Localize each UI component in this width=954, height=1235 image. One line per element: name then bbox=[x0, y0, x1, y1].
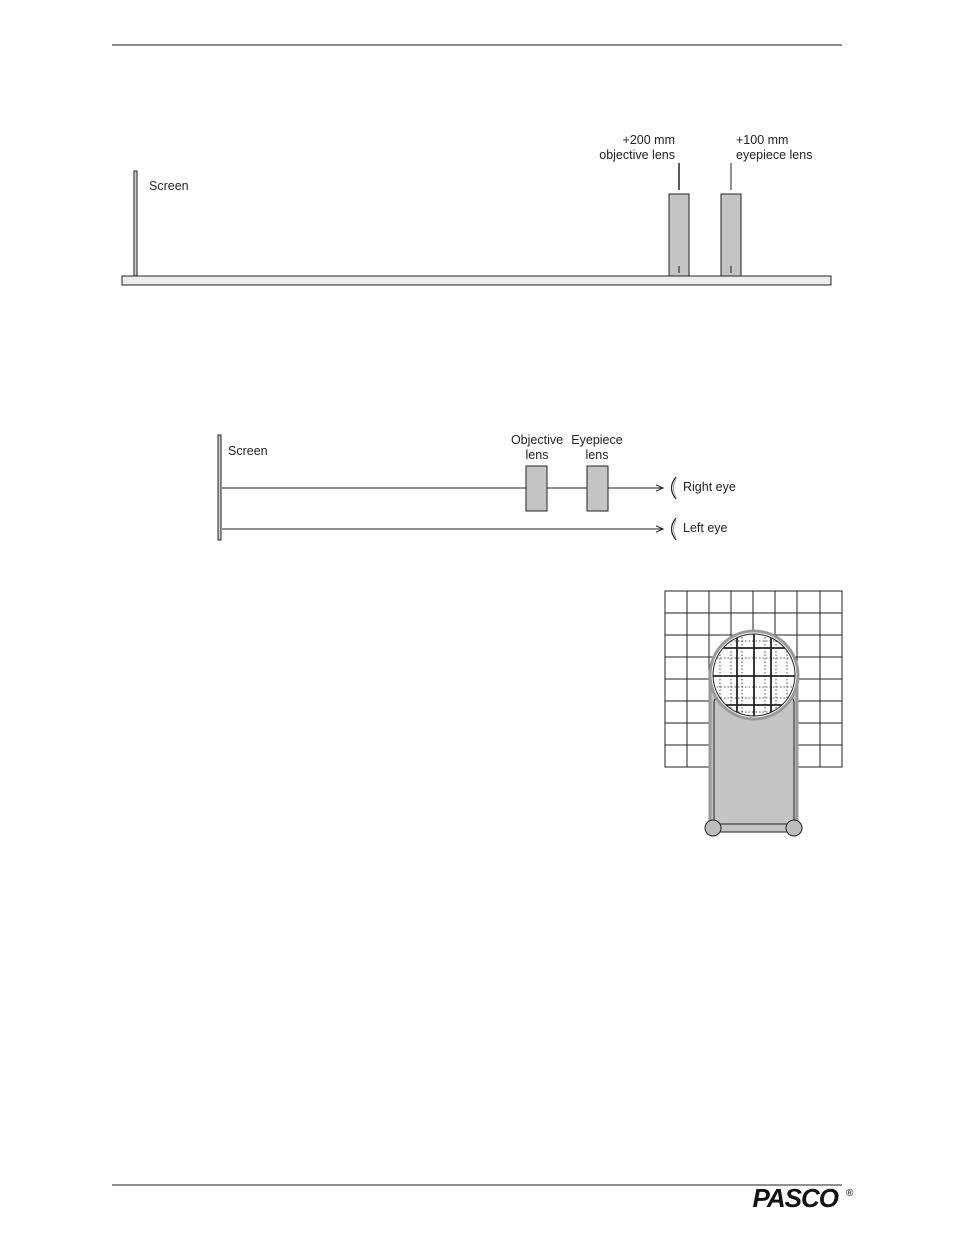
eyepiece-lens-label: Eyepiece bbox=[571, 433, 623, 447]
figure-lens-grid-view bbox=[665, 591, 842, 836]
left-eye-label: Left eye bbox=[683, 521, 728, 535]
screen-label: Screen bbox=[149, 179, 189, 193]
registered-mark: ® bbox=[846, 1188, 854, 1199]
screen-post bbox=[218, 435, 221, 540]
pasco-logo: PASCO bbox=[752, 1183, 838, 1213]
right-eye-lens-icon bbox=[674, 479, 677, 497]
objective-lens-name: objective lens bbox=[599, 148, 675, 162]
right-eye-label: Right eye bbox=[683, 480, 736, 494]
screen-label: Screen bbox=[228, 444, 268, 458]
objective-lens-holder bbox=[669, 194, 689, 276]
eyepiece-lens-name: eyepiece lens bbox=[736, 148, 813, 162]
objective-lens-focal: +200 mm bbox=[622, 133, 675, 147]
objective-lens-label: Objective bbox=[510, 433, 564, 447]
lens-holder-foot-left bbox=[705, 820, 721, 836]
optics-track bbox=[122, 276, 831, 285]
eyepiece-lens bbox=[587, 466, 608, 511]
eyepiece-lens-label-2: lens bbox=[585, 448, 609, 462]
screen-post bbox=[134, 171, 137, 276]
lens-holder-foot-right bbox=[786, 820, 802, 836]
eyepiece-lens-holder bbox=[721, 194, 741, 276]
figure-ray-diagram bbox=[218, 433, 736, 540]
objective-lens bbox=[526, 466, 547, 511]
left-eye-lens-icon bbox=[674, 520, 677, 538]
figure-optical-bench bbox=[122, 133, 831, 285]
lens-holder-base bbox=[712, 824, 794, 832]
eyepiece-lens-focal: +100 mm bbox=[736, 133, 789, 147]
objective-lens-label-2: lens bbox=[525, 448, 549, 462]
